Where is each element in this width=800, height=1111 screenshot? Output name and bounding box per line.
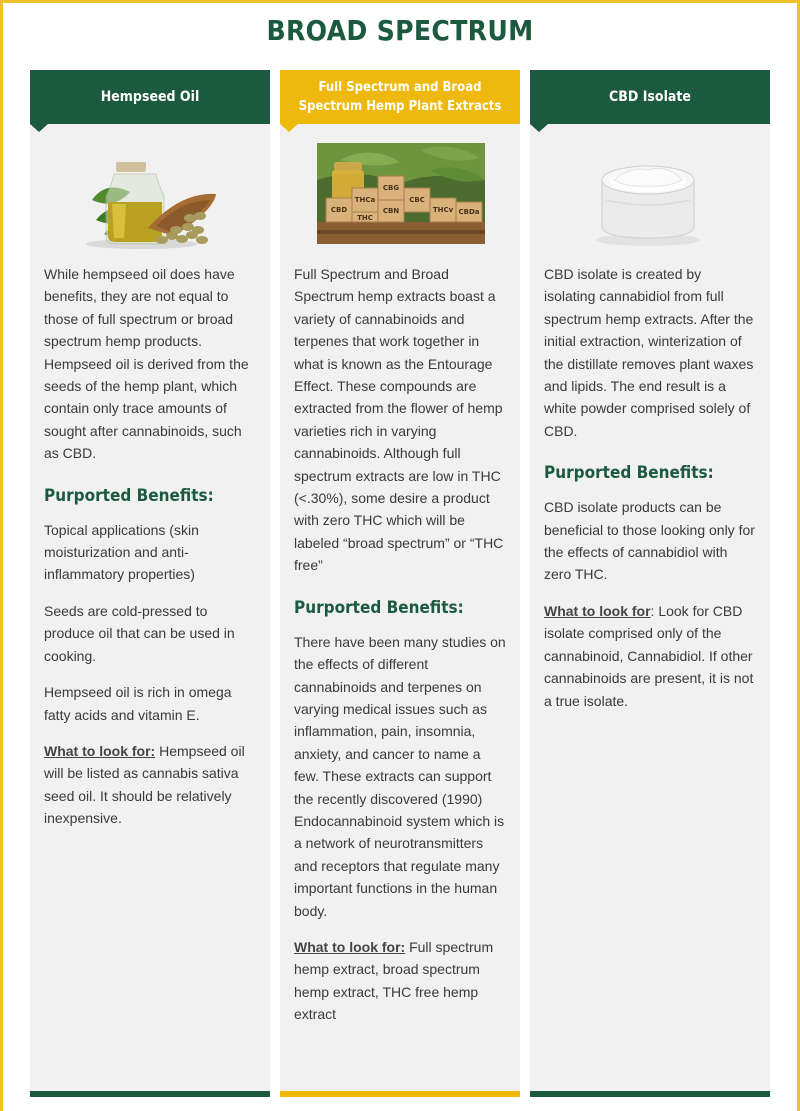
image-label: CBD — [330, 206, 348, 214]
look-label: What to look for — [544, 602, 651, 619]
column-header — [30, 70, 270, 124]
header-notch — [530, 124, 548, 132]
column-body — [294, 263, 506, 1040]
look-text: Hempseed oil will be listed as cannabis sativa seed oil. It should be relatively inexpensive. — [44, 742, 245, 827]
benefits-heading: Purported Benefits: — [544, 463, 714, 484]
image-label: THC — [357, 214, 373, 222]
benefits-heading: Purported Benefits: — [294, 597, 464, 618]
column-body — [544, 263, 756, 726]
look-label: What to look for: — [44, 742, 156, 759]
benefit-item: Seeds are cold-pressed to produce oil that can be used in cooking. — [44, 602, 235, 664]
column-hempseed-oil — [30, 70, 270, 1097]
intro-paragraph: CBD isolate is created by isolating cannabidiol from full spectrum hemp extracts. After the initial extraction, winterization of the distillate removes plant waxes and lipids. The end result is a white powder comprised solely of CBD. — [544, 266, 754, 439]
column-header — [280, 70, 520, 124]
benefit-item: Hempseed oil is rich in omega fatty acids and vitamin E. — [44, 684, 232, 723]
column-body — [44, 263, 256, 844]
column-heading: Full Spectrum and Broad Spectrum Hemp Plant Extracts — [298, 80, 502, 114]
benefit-item: There have been many studies on the effects of different cannabinoids and terpenes on varying medical issues such as inflammation, pain, insomnia, anxiety, and cancer to name a few. These extracts can support the recently discovered (1990) Endocannabinoid system which is a network of neurotransmitters and receptors that regulate many important functions in the human body. — [294, 633, 506, 919]
image-label: THCv — [432, 206, 454, 214]
column-full-broad-spectrum — [280, 70, 520, 1097]
look-label: What to look for: — [294, 938, 406, 955]
image-label: CBN — [382, 207, 400, 215]
column-cbd-isolate — [530, 70, 770, 1097]
look-text: : Look for CBD isolate comprised only of the cannabinoid, Cannabidiol. If other cannabinoids are present, it is not a true isolate. — [544, 602, 754, 709]
image-label: CBC — [409, 196, 425, 204]
what-to-look-for — [294, 936, 506, 1026]
image-label: CBG — [382, 184, 400, 192]
what-to-look-for — [44, 740, 256, 830]
column-heading: CBD Isolate — [609, 88, 691, 105]
benefit-item: CBD isolate products can be beneficial to those looking only for the effects of cannabidiol with zero THC. — [544, 499, 755, 583]
intro-paragraph: While hempseed oil does have benefits, they are not equal to those of full spectrum or broad spectrum hemp products. Hempseed oil is derived from the seeds of the hemp plant, which contain only trace amounts of sought after cannabinoids, such as CBD. — [44, 266, 249, 462]
header-notch — [30, 124, 48, 132]
page-title: BROAD SPECTRUM — [266, 14, 534, 47]
cbd-isolate-image — [530, 140, 770, 252]
what-to-look-for — [544, 600, 756, 712]
column-header — [530, 70, 770, 124]
hemp-extract-image — [280, 140, 520, 252]
benefits-heading: Purported Benefits: — [44, 485, 214, 506]
intro-paragraph: Full Spectrum and Broad Spectrum hemp extracts boast a variety of cannabinoids and terpenes that work together in what is known as the Entourage Effect. These compounds are extracted from the flower of hemp varieties rich in varying cannabinoids. Although full spectrum extracts are low in THC (<.30%), some desire a product with zero THC which will be labeled “broad spectrum” or “THC free” — [294, 266, 504, 574]
benefit-item: Topical applications (skin moisturization and anti-inflammatory properties) — [44, 521, 199, 583]
look-text: Full spectrum hemp extract, broad spectrum hemp extract, THC free hemp extract — [294, 938, 494, 1023]
header-notch — [280, 124, 298, 132]
hempseed-oil-image — [30, 140, 270, 252]
column-heading: Hempseed Oil — [100, 88, 200, 105]
image-label: THCa — [354, 196, 376, 204]
image-label: CBDa — [458, 208, 480, 216]
